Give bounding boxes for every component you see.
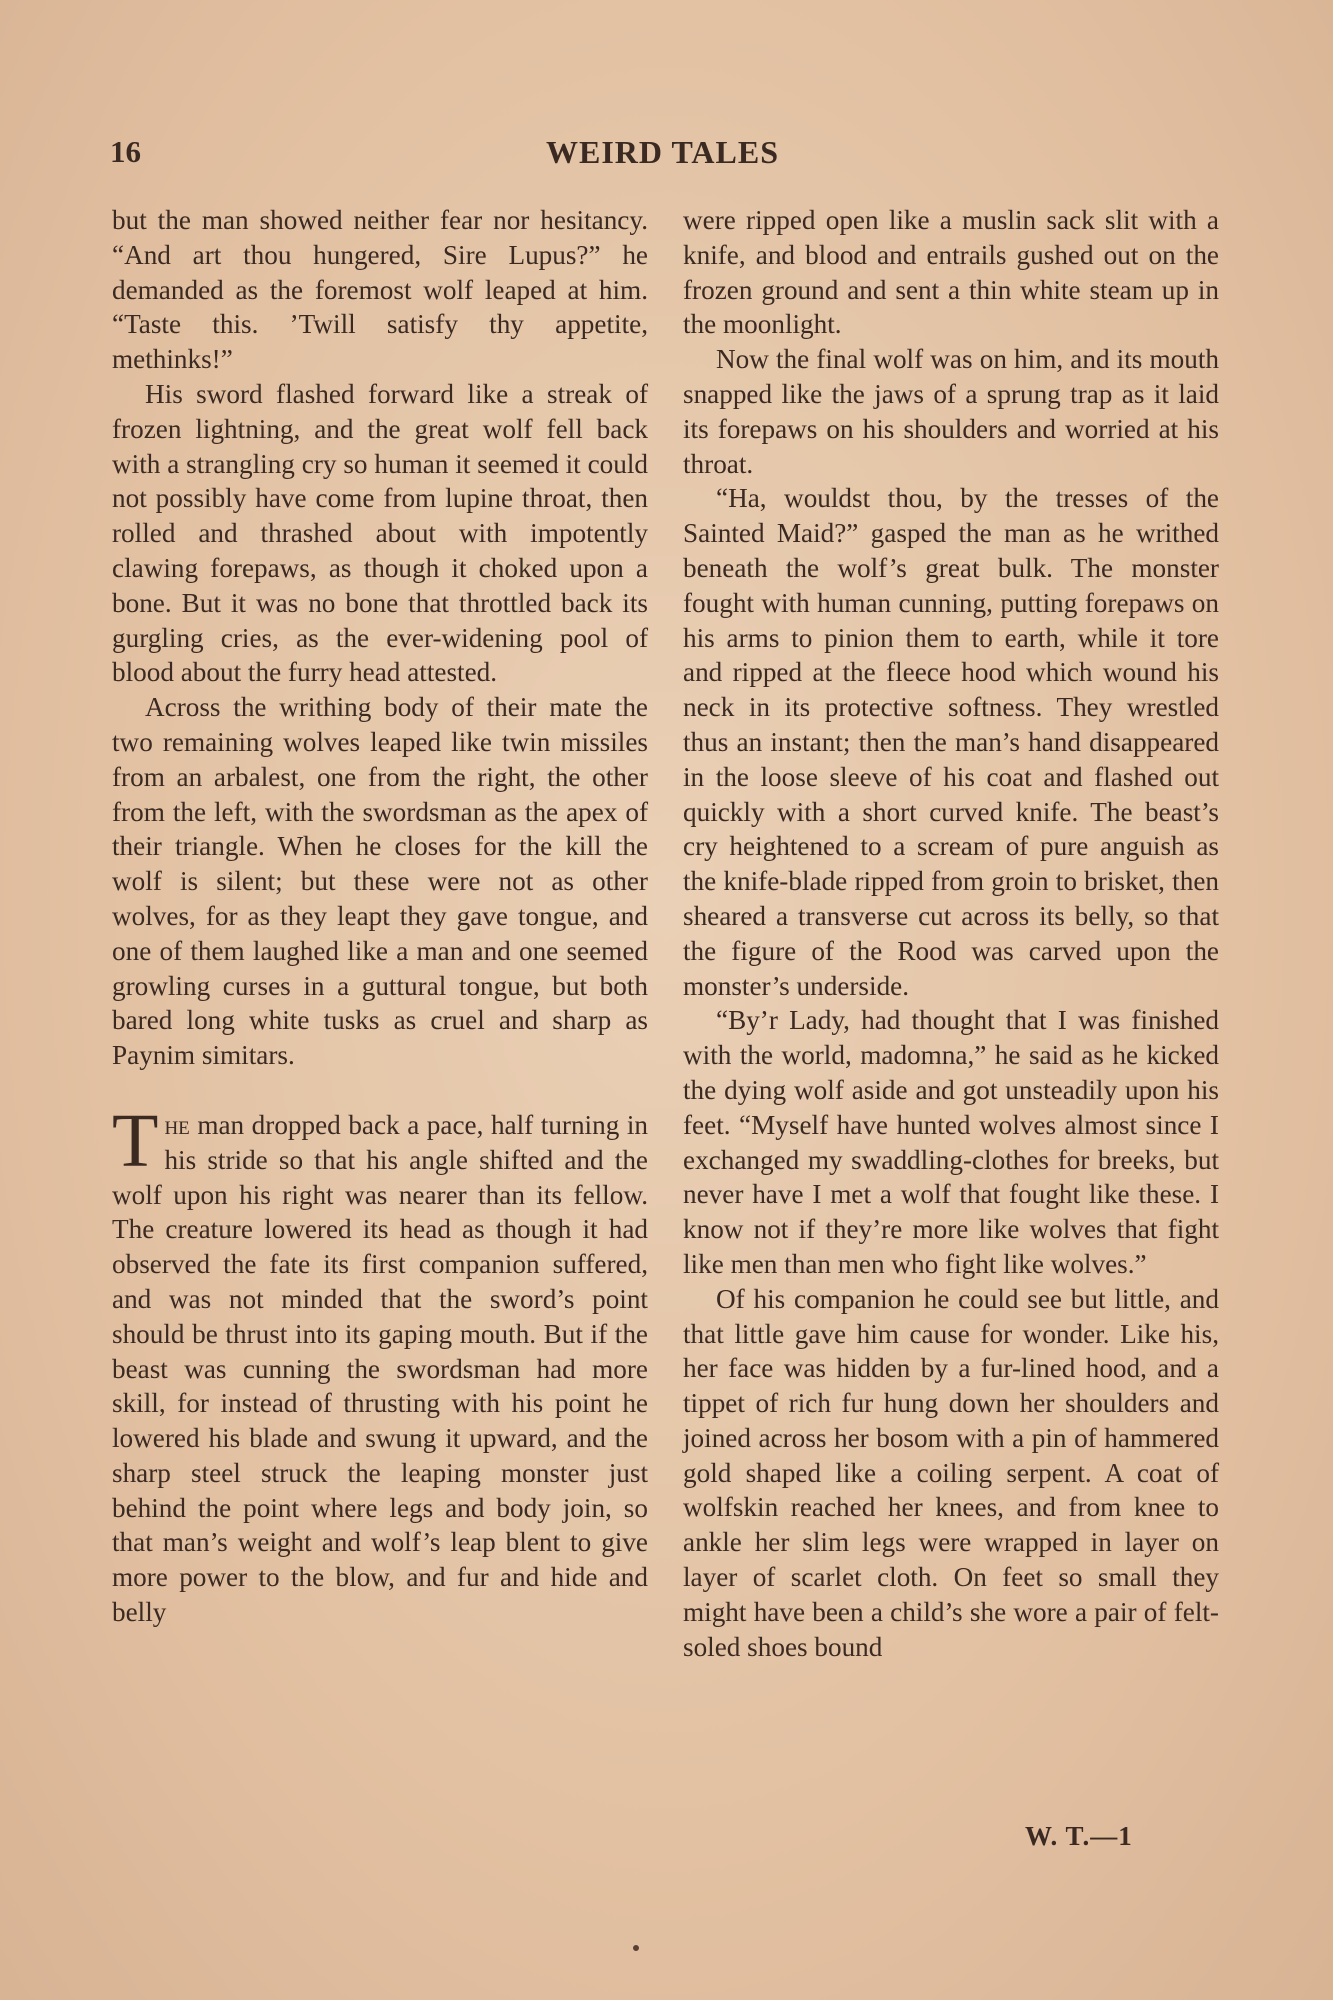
paragraph: Now the final wolf was on him, and its mouth snapped like the jaws of a sprung trap as it laid its forepaws on his shoulders and worried at his throat. [683,344,1219,479]
paragraph: “By’r Lady, had thought that I was finished with the world, madomna,” he said as he kicked the dying wolf aside and got unsteadily upon his feet. “Myself have hunted wolves almost since I exchanged my swaddling-clothes for breeks, but never have I met a wolf that fought like these. I know not if they’re more like wolves that fight like men than men who fight like wolves.” [683,1005,1219,1279]
paragraph-dropcap [112,1098,648,1630]
paragraph: Across the writhing body of their mate the two remaining wolves leaped like twin missiles from an arbalest, one from the right, the other from the left, with the swordsman as the apex of their triangle. When he closes for the kill the wolf is silent; but these were not as other wolves, for as they leapt they gave tongue, and one of them laughed like a man and one seemed growling curses in a guttural tongue, but both bared long white tusks as cruel and sharp as Paynim simitars. [112,692,648,1071]
section-break [112,1073,648,1108]
page-number: 16 [110,134,141,169]
right-column [683,203,1219,1664]
paragraph: Of his companion he could see but little, and that little gave him cause for wonder. Like his, her face was hidden by a fur-lined hood, and a tippet of rich fur hung down her shoulders and joined across her bosom with a pin of hammered gold shaped like a coiling serpent. A coat of wolfskin reached her knees, and from knee to ankle her slim legs were wrapped in layer on layer of scarlet cloth. On feet so small they might have been a child’s she wore a pair of felt-soled shoes bound [683,1283,1219,1662]
running-title: WEIRD TALES [546,134,779,170]
paragraph: but the man showed neither fear nor hesitancy. “And art thou hungered, Sire Lupus?” he demanded as the foremost wolf leaped at him. “Taste this. ’Twill satisfy thy appetite, methinks!” [112,205,648,375]
small-caps-lead: he [164,1109,190,1140]
paragraph: “Ha, wouldst thou, by the tresses of the Sainted Maid?” gasped the man as he writhed beneath the wolf’s great bulk. The monster fought with human cunning, putting forepaws on his arms to pinion them to earth, while it tore and ripped at the fleece hood which wound his neck in its protective softness. They wrestled thus an instant; then the man’s hand disappeared in the loose sleeve of his coat and flashed out quickly with a short curved knife. The beast’s cry heightened to a scream of pure anguish as the knife-blade ripped from groin to brisket, then sheared a transverse cut across its belly, so that the figure of the Rood was carved upon the monster’s underside. [683,483,1219,1001]
left-column [112,203,648,1630]
paragraph-text: man dropped back a pace, half turning in his stride so that his angle shifted and the wolf upon his right was nearer than its fellow. The creature lowered its head as though it had observed the fate its first companion suffered, and was not minded that the sword’s point should be thrust into its gaping mouth. But if the beast was cunning the swordsman had more skill, for instead of thrusting with his point he lowered his blade and swung it upward, and the sharp steel struck the leaping monster just behind the point where legs and body join, so that man’s weight and wolf’s leap blent to give more power to the blow, and fur and hide and belly [112,1109,648,1628]
paragraph: His sword flashed forward like a streak of frozen lightning, and the great wolf fell back with a strangling cry so human it seemed it could not possibly have come from lupine throat, then rolled and thrashed about with impotently clawing forepaws, as though it choked upon a bone. But it was no bone that throttled back its gurgling cries, as the ever-widening pool of blood about the furry head attested. [112,378,648,688]
page-header [110,134,1215,180]
paragraph: were ripped open like a muslin sack slit with a knife, and blood and entrails gushed out on the frozen ground and sent a thin white steam up in the moonlight. [683,205,1219,340]
drop-cap: T [112,1098,159,1183]
signature-mark: W. T.—1 [1025,1821,1133,1851]
ink-speck [633,1945,639,1951]
